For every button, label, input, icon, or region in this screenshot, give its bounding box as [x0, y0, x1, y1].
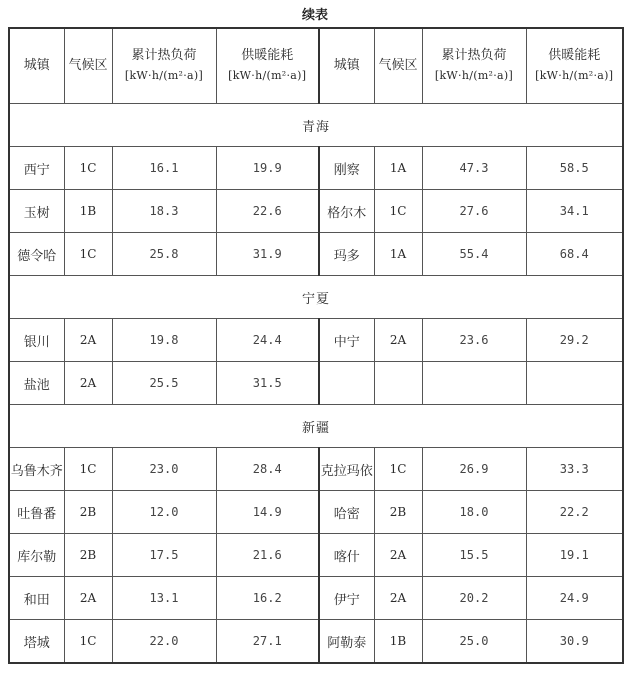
- table-row: [9, 577, 623, 620]
- cell-climate-zone: 1B: [64, 190, 112, 233]
- cell-energy: 16.2: [216, 577, 319, 620]
- cell-town: [319, 362, 374, 405]
- cell-energy: 68.4: [526, 233, 623, 276]
- cell-climate-zone: 1C: [374, 448, 422, 491]
- cell-climate-zone: 2B: [64, 534, 112, 577]
- cell-energy: 22.6: [216, 190, 319, 233]
- cell-energy: 14.9: [216, 491, 319, 534]
- cell-climate-zone: 1A: [374, 233, 422, 276]
- cell-town: 伊宁: [319, 577, 374, 620]
- cell-climate-zone: 1C: [64, 147, 112, 190]
- cell-energy: 31.5: [216, 362, 319, 405]
- cell-heat-load: 25.5: [112, 362, 216, 405]
- cell-town: 银川: [9, 319, 64, 362]
- header-unit: [kW·h/(m²·a)]: [434, 69, 514, 82]
- cell-heat-load: 25.8: [112, 233, 216, 276]
- cell-climate-zone: [374, 362, 422, 405]
- cell-energy: [526, 362, 623, 405]
- cell-heat-load: 23.6: [422, 319, 526, 362]
- cell-energy: 30.9: [526, 620, 623, 664]
- region-label: 青海: [9, 104, 623, 147]
- header-climate-zone: 气候区: [374, 28, 422, 104]
- cell-energy: 24.9: [526, 577, 623, 620]
- cell-heat-load: 20.2: [422, 577, 526, 620]
- cell-town: 格尔木: [319, 190, 374, 233]
- cell-climate-zone: 2A: [374, 577, 422, 620]
- table-row: [9, 190, 623, 233]
- page-title: 续表: [301, 8, 328, 23]
- cell-climate-zone: 1B: [374, 620, 422, 664]
- cell-heat-load: 15.5: [422, 534, 526, 577]
- cell-heat-load: 47.3: [422, 147, 526, 190]
- cell-climate-zone: 2A: [64, 577, 112, 620]
- header-heat-load-label: 累计热负荷: [131, 48, 197, 63]
- cell-climate-zone: 2A: [374, 319, 422, 362]
- cell-heat-load: 16.1: [112, 147, 216, 190]
- cell-heat-load: 55.4: [422, 233, 526, 276]
- cell-climate-zone: 1C: [64, 448, 112, 491]
- table-row: [9, 147, 623, 190]
- header-heat-load: [112, 28, 216, 104]
- header-energy: [526, 28, 623, 104]
- heating-energy-table: [8, 27, 624, 664]
- header-town: 城镇: [319, 28, 374, 104]
- region-row: [9, 405, 623, 448]
- cell-energy: 24.4: [216, 319, 319, 362]
- cell-town: 吐鲁番: [9, 491, 64, 534]
- cell-heat-load: 13.1: [112, 577, 216, 620]
- cell-heat-load: 26.9: [422, 448, 526, 491]
- cell-energy: 34.1: [526, 190, 623, 233]
- cell-town: 刚察: [319, 147, 374, 190]
- header-unit: [kW·h/(m²·a)]: [535, 69, 614, 82]
- header-town: 城镇: [9, 28, 64, 104]
- cell-climate-zone: 2A: [64, 362, 112, 405]
- cell-heat-load: 12.0: [112, 491, 216, 534]
- cell-town: 克拉玛依: [319, 448, 374, 491]
- cell-town: 玛多: [319, 233, 374, 276]
- header-unit: [kW·h/(m²·a)]: [124, 69, 204, 82]
- region-row: [9, 104, 623, 147]
- cell-climate-zone: 1C: [374, 190, 422, 233]
- cell-town: 塔城: [9, 620, 64, 664]
- cell-town: 盐池: [9, 362, 64, 405]
- cell-energy: 21.6: [216, 534, 319, 577]
- cell-climate-zone: 2A: [64, 319, 112, 362]
- cell-heat-load: 23.0: [112, 448, 216, 491]
- cell-energy: 28.4: [216, 448, 319, 491]
- table-row: [9, 448, 623, 491]
- header-heat-load-label: 累计热负荷: [441, 48, 507, 63]
- cell-town: 德令哈: [9, 233, 64, 276]
- table-row: [9, 491, 623, 534]
- cell-town: 库尔勒: [9, 534, 64, 577]
- cell-heat-load: 18.3: [112, 190, 216, 233]
- cell-heat-load: 25.0: [422, 620, 526, 664]
- table-row: [9, 362, 623, 405]
- cell-town: 玉树: [9, 190, 64, 233]
- cell-energy: 27.1: [216, 620, 319, 664]
- table-row: [9, 319, 623, 362]
- cell-town: 中宁: [319, 319, 374, 362]
- cell-heat-load: 18.0: [422, 491, 526, 534]
- cell-climate-zone: 1C: [64, 620, 112, 664]
- cell-town: 哈密: [319, 491, 374, 534]
- region-label: 宁夏: [9, 276, 623, 319]
- cell-heat-load: 17.5: [112, 534, 216, 577]
- cell-climate-zone: 1A: [374, 147, 422, 190]
- cell-heat-load: [422, 362, 526, 405]
- cell-heat-load: 27.6: [422, 190, 526, 233]
- cell-energy: 33.3: [526, 448, 623, 491]
- cell-town: 乌鲁木齐: [9, 448, 64, 491]
- cell-climate-zone: 2B: [64, 491, 112, 534]
- header-energy-label: 供暖能耗: [548, 48, 601, 63]
- cell-energy: 58.5: [526, 147, 623, 190]
- cell-town: 喀什: [319, 534, 374, 577]
- header-energy-label: 供暖能耗: [241, 48, 294, 63]
- cell-town: 和田: [9, 577, 64, 620]
- cell-heat-load: 19.8: [112, 319, 216, 362]
- header-energy: [216, 28, 319, 104]
- cell-climate-zone: 1C: [64, 233, 112, 276]
- table-row: [9, 534, 623, 577]
- cell-climate-zone: 2B: [374, 491, 422, 534]
- cell-energy: 29.2: [526, 319, 623, 362]
- cell-energy: 22.2: [526, 491, 623, 534]
- cell-energy: 19.9: [216, 147, 319, 190]
- table-row: [9, 620, 623, 664]
- table-row: [9, 233, 623, 276]
- region-label: 新疆: [9, 405, 623, 448]
- region-row: [9, 276, 623, 319]
- cell-town: 西宁: [9, 147, 64, 190]
- table-header-row: [9, 28, 623, 104]
- cell-climate-zone: 2A: [374, 534, 422, 577]
- cell-heat-load: 22.0: [112, 620, 216, 664]
- cell-energy: 19.1: [526, 534, 623, 577]
- cell-energy: 31.9: [216, 233, 319, 276]
- header-heat-load: [422, 28, 526, 104]
- header-climate-zone: 气候区: [64, 28, 112, 104]
- cell-town: 阿勒泰: [319, 620, 374, 664]
- header-unit: [kW·h/(m²·a)]: [228, 69, 307, 82]
